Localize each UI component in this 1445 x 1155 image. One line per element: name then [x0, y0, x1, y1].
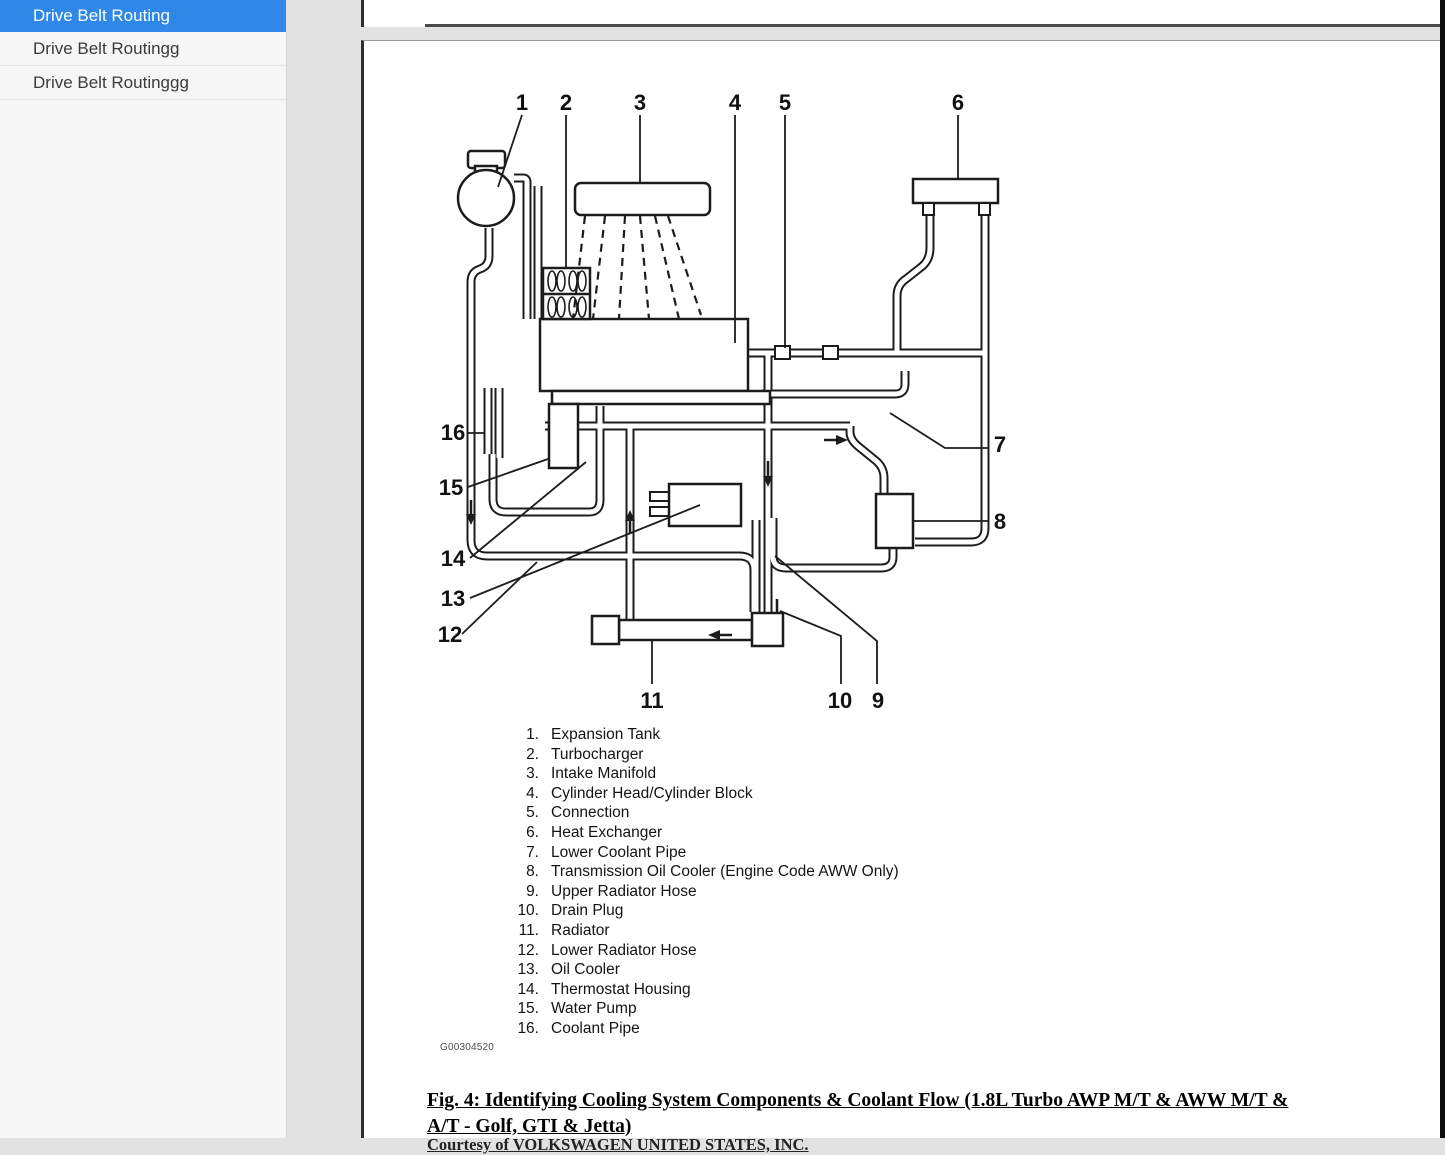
legend-item: 4. Cylinder Head/Cylinder Block	[526, 784, 753, 802]
legend-item: 2. Turbocharger	[526, 745, 644, 763]
sidebar-item-drive-belt-routingg[interactable]: Drive Belt Routingg	[0, 32, 286, 66]
legend-item: 6. Heat Exchanger	[526, 823, 663, 841]
legend-item: 3. Intake Manifold	[526, 765, 657, 783]
intake-manifold	[575, 183, 710, 215]
radiator	[592, 613, 783, 646]
figure-caption-line1: Fig. 4: Identifying Cooling System Components & Coolant Flow (1.8L Turbo AWP M/T & AWW M/T &	[427, 1090, 1289, 1111]
flow-arrows	[466, 435, 848, 640]
legend-item: 1. Expansion Tank	[526, 726, 661, 743]
callout-1: 1	[515, 90, 529, 115]
figure-watermark: G00304520	[440, 1042, 495, 1053]
previous-page-bottom	[361, 0, 1440, 27]
callout-3: 3	[633, 90, 647, 115]
callout-12: 12	[437, 622, 463, 647]
callout-4: 4	[728, 90, 742, 115]
callout-5: 5	[778, 90, 792, 115]
callout-8: 8	[993, 509, 1007, 534]
legend-item: 10. Drain Plug	[517, 902, 624, 920]
legend-item: 9. Upper Radiator Hose	[526, 882, 697, 900]
diagram-legend	[505, 725, 899, 1039]
callout-7: 7	[993, 432, 1007, 457]
legend-item: 13. Oil Cooler	[517, 961, 620, 979]
legend-item: 8. Transmission Oil Cooler (Engine Code AWW Only)	[526, 863, 899, 881]
callout-15: 15	[438, 475, 464, 500]
sidebar	[0, 0, 287, 1138]
sidebar-item-drive-belt-routinggg[interactable]: Drive Belt Routinggg	[0, 66, 286, 100]
legend-item: 11. Radiator	[518, 921, 610, 939]
callout-14: 14	[440, 546, 466, 571]
callout-6: 6	[951, 90, 965, 115]
sidebar-item-drive-belt-routing[interactable]: Drive Belt Routing	[0, 0, 286, 32]
callout-13: 13	[440, 586, 466, 611]
transmission-oil-cooler	[876, 494, 913, 548]
legend-item: 12. Lower Radiator Hose	[517, 941, 697, 959]
callout-9: 9	[871, 688, 885, 713]
callout-2: 2	[559, 90, 573, 115]
water-pump	[549, 404, 578, 468]
figure-caption	[427, 1088, 1417, 1139]
right-edge-strip	[1440, 0, 1445, 1138]
callout-16: 16	[440, 420, 466, 445]
courtesy-line: Courtesy of VOLKSWAGEN UNITED STATES, INC.	[427, 1135, 809, 1154]
legend-item: 5. Connection	[526, 804, 630, 822]
cooling-system-diagram	[423, 88, 1023, 728]
callout-11: 11	[640, 688, 664, 713]
document-page	[361, 40, 1440, 1154]
legend-item: 16. Coolant Pipe	[517, 1019, 640, 1037]
callout-10: 10	[827, 688, 853, 713]
heat-exchanger	[913, 179, 998, 215]
previous-page-table-border	[425, 24, 1440, 27]
turbocharger	[543, 268, 590, 319]
figure-caption-line2: A/T - Golf, GTI & Jetta)	[427, 1115, 632, 1137]
legend-item: 7. Lower Coolant Pipe	[526, 843, 687, 861]
manifold-runners	[573, 216, 701, 319]
legend-item: 14. Thermostat Housing	[517, 980, 691, 998]
legend-item: 15. Water Pump	[517, 1000, 637, 1018]
